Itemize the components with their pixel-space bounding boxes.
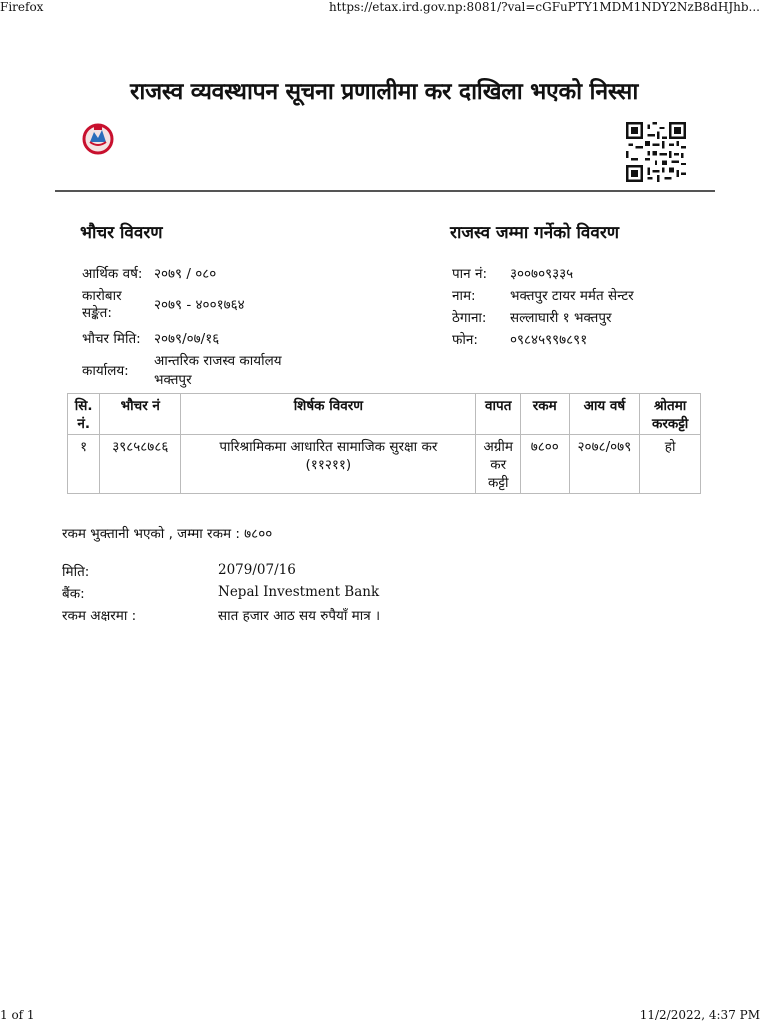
phone-value: ०९८४५९९७८९१ [510,332,588,348]
pan-label: पान नं: [452,266,487,282]
cell-voucher-no: ३९८५८७८६ [100,435,181,494]
voucher-section-title: भौचर विवरण [80,223,163,243]
col-head-desc-header: शिर्षक विवरण [181,394,476,435]
col-tds-header: श्रोतमा करकट्टी [640,394,701,435]
government-emblem-icon [80,120,116,156]
col-type-header: वापत [476,394,520,435]
cell-head-desc: पारिश्रामिकमा आधारित सामाजिक सुरक्षा कर (११२११) [181,435,476,494]
cell-income-year: २०७८/०७९ [569,435,640,494]
voucher-table [67,393,701,494]
cell-tds: हो [640,435,701,494]
phone-label: फोन: [452,332,478,348]
name-value: भक्तपुर टायर मर्मत सेन्टर [510,288,634,304]
cell-amount: ७८०० [520,435,569,494]
bank-label: बैंक: [62,586,85,602]
amount-words-value: सात हजार आठ सय रुपैयाँ मात्र । [218,608,381,624]
cell-type: अग्रीम कर कट्टी [476,435,520,494]
print-datetime: 11/2/2022, 4:37 PM [639,1008,760,1022]
fiscal-year-label: आर्थिक वर्ष: [82,266,143,282]
page-title: राजस्व व्यवस्थापन सूचना प्रणालीमा कर दाखिला भएको निस्सा [130,79,638,105]
page-count: 1 of 1 [0,1008,35,1022]
browser-name: Firefox [0,0,44,14]
office-value-2: भक्तपुर [154,372,192,388]
header-divider [55,190,715,192]
qr-code-icon [626,122,686,182]
address-label: ठेगाना: [452,310,487,326]
col-amount-header: रकम [520,394,569,435]
office-value-1: आन्तरिक राजस्व कार्यालय [154,353,282,369]
depositor-section-title: राजस्व जम्मा गर्नेको विवरण [450,223,620,243]
name-label: नाम: [452,288,476,304]
voucher-date-value: २०७९/०७/१६ [154,331,220,347]
table-row [68,435,701,494]
voucher-date-label: भौचर मिति: [82,331,141,347]
pan-value: ३००७०९३३५ [510,266,574,282]
cell-sn: १ [68,435,100,494]
page-url: https://etax.ird.gov.np:8081/?val=cGFuPTY1MDM1NDY2NzB8dHJhb... [328,0,760,14]
payment-date-label: मिति: [62,564,90,580]
transaction-code-label-2: सङ्केत: [82,305,112,321]
payment-date-value: 2079/07/16 [218,562,296,578]
fiscal-year-value: २०७९ / ०८० [154,266,217,282]
transaction-code-label-1: कारोबार [82,288,122,304]
amount-words-label: रकम अक्षरमा : [62,608,137,624]
col-voucher-no-header: भौचर नं [100,394,181,435]
table-header-row [68,394,701,435]
transaction-code-value: २०७९ - ४००१७६४ [154,297,245,313]
address-value: सल्लाघारी १ भक्तपुर [510,310,612,326]
col-sn-header: सि. नं. [68,394,100,435]
office-label: कार्यालय: [82,363,129,379]
col-income-year-header: आय वर्ष [569,394,640,435]
payment-summary: रकम भुक्तानी भएको , जम्मा रकम : ७८०० [62,526,273,542]
bank-value: Nepal Investment Bank [218,584,380,600]
